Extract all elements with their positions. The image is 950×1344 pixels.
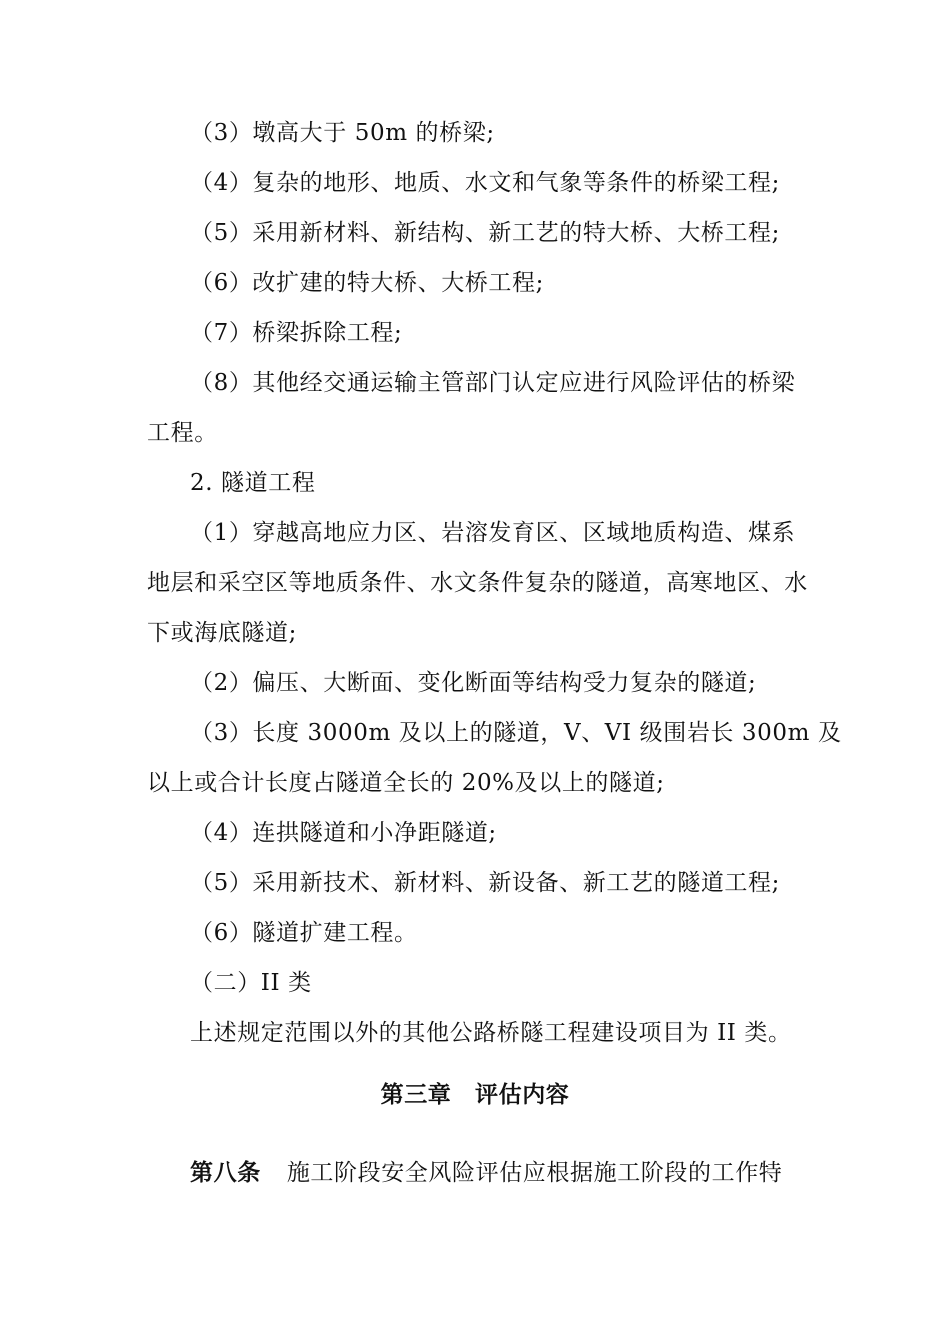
- text-line: （3）墩高大于 50m 的桥梁;: [190, 120, 495, 146]
- text-line: （8）其他经交通运输主管部门认定应进行风险评估的桥梁: [190, 370, 796, 396]
- section-heading: （二）II 类: [190, 970, 312, 996]
- article-label: 第八条: [190, 1160, 261, 1186]
- article-paragraph: [190, 1158, 850, 1188]
- text-line: 上述规定范围以外的其他公路桥隧工程建设项目为 II 类。: [190, 1020, 792, 1046]
- text-line: 工程。: [147, 420, 218, 446]
- text-line: 以上或合计长度占隧道全长的 20%及以上的隧道;: [147, 770, 665, 796]
- text-line: （7）桥梁拆除工程;: [190, 320, 403, 346]
- text-line: （3）长度 3000m 及以上的隧道，V、VI 级围岩长 300m 及: [190, 720, 842, 746]
- text-line: （5）采用新材料、新结构、新工艺的特大桥、大桥工程;: [190, 220, 780, 246]
- text-line: 地层和采空区等地质条件、水文条件复杂的隧道，高寒地区、水: [147, 570, 808, 596]
- article-text: 施工阶段安全风险评估应根据施工阶段的工作特: [286, 1160, 783, 1186]
- text-line: （6）隧道扩建工程。: [190, 920, 418, 946]
- text-line: （4）复杂的地形、地质、水文和气象等条件的桥梁工程;: [190, 170, 780, 196]
- text-line: （4）连拱隧道和小净距隧道;: [190, 820, 497, 846]
- text-line: （1）穿越高地应力区、岩溶发育区、区域地质构造、煤系: [190, 520, 796, 546]
- text-line: （5）采用新技术、新材料、新设备、新工艺的隧道工程;: [190, 870, 780, 896]
- text-line: （2）偏压、大断面、变化断面等结构受力复杂的隧道;: [190, 670, 757, 696]
- section-heading: 2. 隧道工程: [190, 470, 316, 496]
- chapter-title: 第三章 评估内容: [380, 1082, 570, 1108]
- text-line: （6）改扩建的特大桥、大桥工程;: [190, 270, 544, 296]
- text-line: 下或海底隧道;: [147, 620, 297, 646]
